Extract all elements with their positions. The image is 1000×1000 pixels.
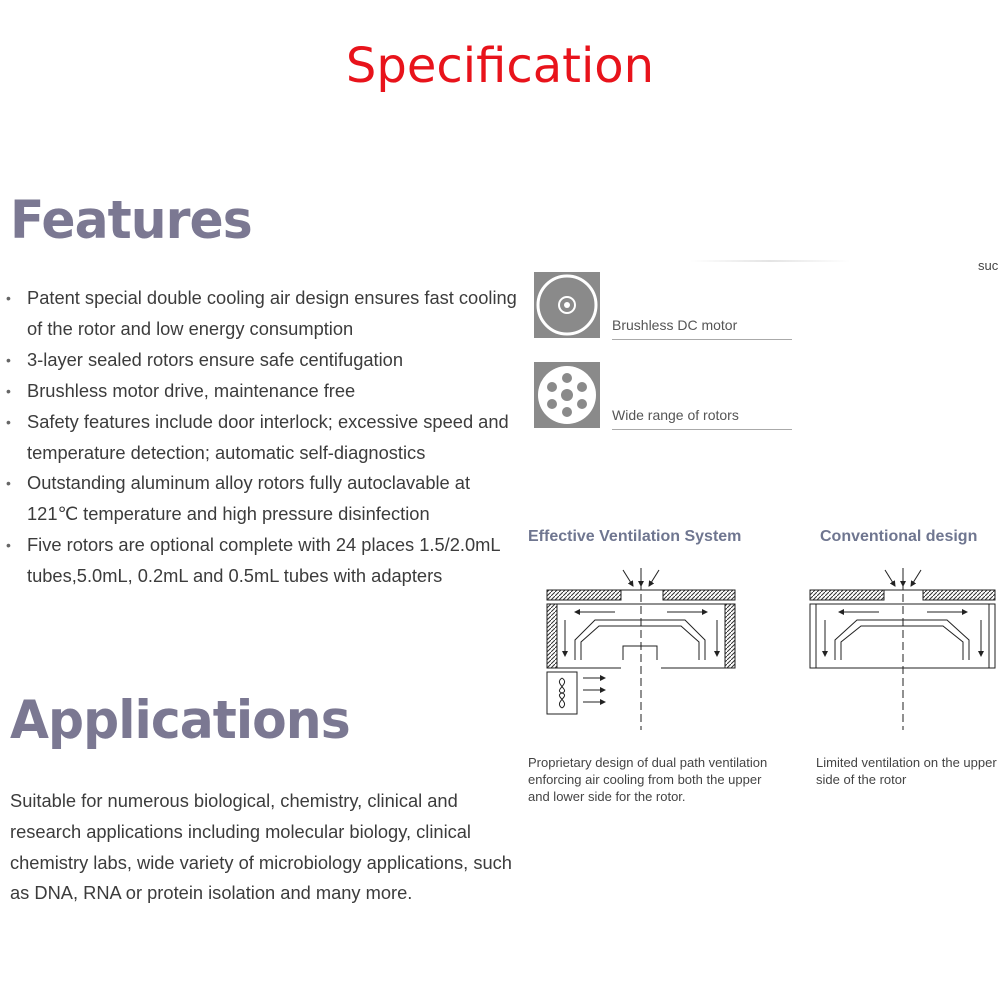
conventional-design-title: Conventional design	[820, 528, 978, 545]
rotor-holes-icon	[534, 362, 600, 428]
effective-ventilation-title: Effective Ventilation System	[528, 528, 742, 545]
features-list	[6, 283, 526, 592]
feature-item: • Brushless motor drive, maintenance free	[6, 376, 526, 407]
features-heading: Features	[10, 190, 252, 251]
feature-item: • Five rotors are optional complete with 24 places 1.5/2.0mL tubes,5.0mL, 0.2mL and 0.5mL tubes with adapters	[6, 530, 526, 592]
page-title: Specification	[345, 38, 655, 94]
feature-item: • Patent special double cooling air design ensures fast cooling of the rotor and low energy consumption	[6, 283, 526, 345]
disc-icon	[534, 272, 600, 338]
rotors-label: Wide range of rotors	[612, 407, 792, 430]
cropped-text: suc	[978, 258, 999, 273]
feature-item: • 3-layer sealed rotors ensure safe centifugation	[6, 345, 526, 376]
applications-text: Suitable for numerous biological, chemistry, clinical and research applications including molecular biology, clinical chemistry labs, wide variety of microbiology applications, such as DNA, RNA or protein isolation and many more.	[10, 790, 512, 904]
conventional-design-caption: Limited ventilation on the upper side of the rotor	[816, 755, 997, 787]
feature-item: • Safety features include door interlock; excessive speed and temperature detection; automatic self-diagnostics	[6, 407, 526, 469]
effective-ventilation-diagram	[535, 560, 750, 740]
divider	[690, 260, 850, 262]
effective-ventilation-caption: Proprietary design of dual path ventilation enforcing air cooling from both the upper and lower side for the rotor.	[528, 755, 768, 804]
applications-heading: Applications	[10, 690, 350, 751]
brushless-motor-label: Brushless DC motor	[612, 317, 792, 340]
conventional-design-diagram	[805, 560, 1000, 740]
feature-item: • Outstanding aluminum alloy rotors fully autoclavable at 121℃ temperature and high pressure disinfection	[6, 468, 526, 530]
